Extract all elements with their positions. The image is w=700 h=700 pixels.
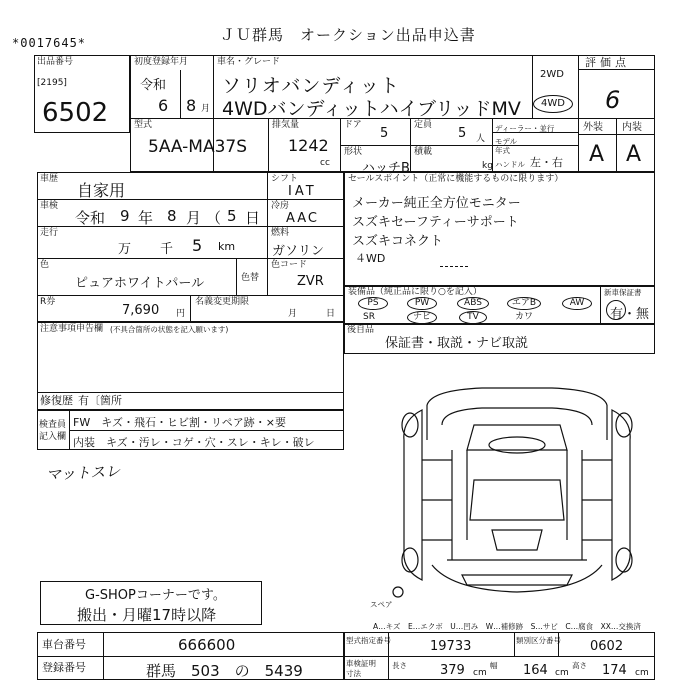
recycle-label: R券 bbox=[40, 297, 56, 307]
name-change-month: 月 bbox=[288, 309, 298, 319]
width-unit: cm bbox=[555, 668, 569, 678]
first-reg-year: 6 bbox=[158, 96, 169, 115]
model-value: 5AA-MA37S bbox=[148, 137, 248, 157]
lot-code: [2195] bbox=[37, 78, 67, 88]
displacement-value: 1242 bbox=[288, 136, 329, 155]
capacity-unit: 人 bbox=[476, 134, 486, 144]
exterior-label: 外装 bbox=[583, 122, 603, 133]
spare-label: スペア bbox=[370, 600, 393, 609]
shift-label: シフト bbox=[271, 174, 299, 184]
exterior-score: A bbox=[589, 142, 605, 167]
inspector-row1: FW キズ・飛石・ヒビ割・リペア跡・×要 bbox=[73, 416, 286, 429]
documents-value: 保証書・取説・ナビ取説 bbox=[385, 336, 529, 351]
interior-label: 内装 bbox=[622, 122, 642, 133]
mileage-value: 5 bbox=[192, 236, 203, 255]
equip-tv: TV bbox=[459, 311, 487, 324]
form-title: ＪＵ群馬 オークション出品申込書 bbox=[220, 26, 476, 44]
cooling-label: 冷房 bbox=[271, 201, 290, 211]
recycle-amount: 7,690 bbox=[122, 303, 160, 318]
drive-2wd: 2WD bbox=[540, 69, 564, 80]
history-value: 自家用 bbox=[77, 181, 126, 200]
inspector-label1: 検査員 bbox=[39, 420, 67, 430]
height-unit: cm bbox=[635, 668, 649, 678]
equip-abs: ABS bbox=[457, 297, 489, 310]
car-name-label: 車名・グレード bbox=[217, 57, 281, 67]
first-reg-month-unit: 月 bbox=[201, 104, 211, 114]
plate-value: 群馬 503 の 5439 bbox=[146, 662, 303, 680]
shape-value: ハッチB bbox=[362, 161, 410, 176]
sales-point-4: ４WD bbox=[355, 252, 386, 265]
load-unit: kg bbox=[482, 161, 493, 171]
sales-point-2: スズキセーフティーサポート bbox=[352, 215, 519, 230]
repair-value: 有〔箇所 bbox=[78, 394, 122, 407]
cooling-value: AAC bbox=[286, 211, 319, 226]
category-label: 類別区分番号 bbox=[516, 636, 561, 645]
displacement-label: 排気量 bbox=[272, 120, 300, 130]
car-name-line2: 4WDバンディットハイブリッドMV bbox=[222, 98, 521, 120]
shop-line1: G-SHOPコーナーです。 bbox=[85, 588, 226, 603]
lot-number: 6502 bbox=[42, 98, 109, 128]
dims-label2: 寸法 bbox=[346, 669, 361, 678]
equip-aw: AW bbox=[562, 297, 592, 310]
width-value: 164 bbox=[523, 663, 548, 678]
documents-label: 後自品 bbox=[347, 325, 375, 335]
sales-point-3: スズキコネクト bbox=[352, 234, 444, 249]
notes-sub: (不具合箇所の状態を記入願います) bbox=[110, 325, 229, 334]
handle-label: ハンドル bbox=[495, 160, 525, 169]
barcode-serial: *0017645* bbox=[12, 36, 87, 50]
interior-score: A bbox=[626, 142, 642, 167]
drive-4wd-circled: 4WD bbox=[533, 95, 573, 113]
equip-airbag: エアB bbox=[507, 297, 541, 310]
warranty-value: 有・無 bbox=[610, 307, 650, 322]
handwritten-note: マットスレ bbox=[45, 462, 121, 484]
repair-label: 修復歴 bbox=[40, 394, 73, 407]
height-value: 174 bbox=[602, 663, 627, 678]
color-code-value: ZVR bbox=[297, 274, 324, 289]
mileage-label: 走行 bbox=[40, 228, 59, 238]
inspection-day-open: （ bbox=[206, 209, 222, 227]
inspector-row2: 内装 キズ・汚レ・コゲ・穴・スレ・キレ・破レ bbox=[73, 436, 315, 449]
equip-pw: PW bbox=[407, 297, 437, 310]
shape-label: 形状 bbox=[344, 147, 363, 157]
first-reg-month: 8 bbox=[186, 96, 197, 115]
equip-sr: SR bbox=[363, 312, 375, 322]
equip-navi: ナビ bbox=[407, 311, 437, 324]
inspection-day: 5 bbox=[227, 207, 237, 225]
warranty-circle bbox=[606, 300, 626, 320]
vin-label: 車台番号 bbox=[42, 638, 86, 651]
history-label: 車歴 bbox=[40, 174, 59, 184]
capacity-label: 定員 bbox=[414, 120, 433, 130]
color-change-label: 色替 bbox=[241, 273, 260, 283]
name-change-day: 日 bbox=[326, 309, 336, 319]
shop-line2: 搬出・月曜17時以降 bbox=[77, 606, 217, 624]
first-reg-era: 令和 bbox=[140, 78, 167, 93]
inspection-month-unit: 月 bbox=[186, 209, 202, 227]
car-damage-diagram bbox=[392, 380, 642, 615]
inspection-year: 9 bbox=[120, 207, 130, 225]
equipment-label: 装備品（純正品に限り○を記入） bbox=[348, 287, 482, 297]
car-name-line1: ソリオバンディット bbox=[222, 75, 400, 97]
doors-value: 5 bbox=[380, 126, 389, 141]
doors-label: ドア bbox=[344, 120, 362, 130]
model-label: 型式 bbox=[134, 120, 153, 130]
load-label: 積載 bbox=[414, 147, 433, 157]
vin-value: 666600 bbox=[178, 636, 236, 654]
length-label: 長さ bbox=[392, 661, 407, 670]
warranty-label: 新車保証書 bbox=[604, 288, 642, 297]
type-spec-label: 型式指定番号 bbox=[346, 636, 391, 645]
shift-value: IAT bbox=[288, 184, 317, 199]
equip-leather: カワ bbox=[515, 312, 534, 322]
mileage-sen: 千 bbox=[160, 242, 174, 257]
inspection-year-unit: 年 bbox=[138, 209, 154, 227]
equip-ps: PS bbox=[358, 297, 388, 310]
first-reg-label: 初度登録年月 bbox=[134, 57, 189, 67]
inspection-day-unit: 日 bbox=[245, 209, 261, 227]
mileage-man: 万 bbox=[118, 242, 132, 257]
score-label: 評価点 bbox=[585, 56, 630, 69]
damage-legend: A…キズ E…エクボ U…凹み W…補修跡 S…サビ C…腐食 XX…交換済 bbox=[373, 622, 641, 631]
fuel-label: 燃料 bbox=[271, 228, 290, 238]
dealer-label: ディーラー・並行 bbox=[495, 124, 555, 133]
color-value: ピュアホワイトパール bbox=[75, 276, 205, 291]
dims-label1: 車検証明 bbox=[346, 659, 376, 668]
lot-label: 出品番号 bbox=[37, 57, 74, 67]
length-unit: cm bbox=[473, 668, 487, 678]
inspector-label2: 記入欄 bbox=[39, 432, 67, 442]
inspection-era: 令和 bbox=[75, 209, 106, 227]
notes-label: 注意事項申告欄 bbox=[40, 324, 104, 334]
name-change-label: 名義変更期限 bbox=[195, 297, 250, 307]
model-year-label1: モデル bbox=[495, 137, 518, 146]
plate-label: 登録番号 bbox=[42, 661, 86, 674]
recycle-yen: 円 bbox=[176, 309, 186, 319]
sales-point-1: メーカー純正全方位モニター bbox=[352, 196, 521, 211]
model-year-label2: 年式 bbox=[495, 146, 510, 155]
inspection-label: 車検 bbox=[40, 201, 59, 211]
height-label: 高さ bbox=[572, 661, 587, 670]
capacity-value: 5 bbox=[458, 126, 467, 141]
mileage-unit: km bbox=[218, 240, 236, 253]
category-value: 0602 bbox=[590, 639, 624, 654]
inspection-month: 8 bbox=[167, 207, 177, 225]
displacement-unit: cc bbox=[320, 158, 330, 168]
width-label: 幅 bbox=[490, 661, 498, 670]
length-value: 379 bbox=[440, 663, 465, 678]
fuel-value: ガソリン bbox=[272, 244, 325, 259]
sales-points-label: セールスポイント（正常に機能するものに限ります） bbox=[348, 174, 564, 184]
score-value: 6 bbox=[605, 86, 621, 114]
type-spec-value: 19733 bbox=[430, 639, 472, 654]
handle-value: 左・右 bbox=[530, 156, 563, 169]
color-code-label: 色コード bbox=[271, 260, 308, 270]
color-label: 色 bbox=[40, 260, 50, 270]
